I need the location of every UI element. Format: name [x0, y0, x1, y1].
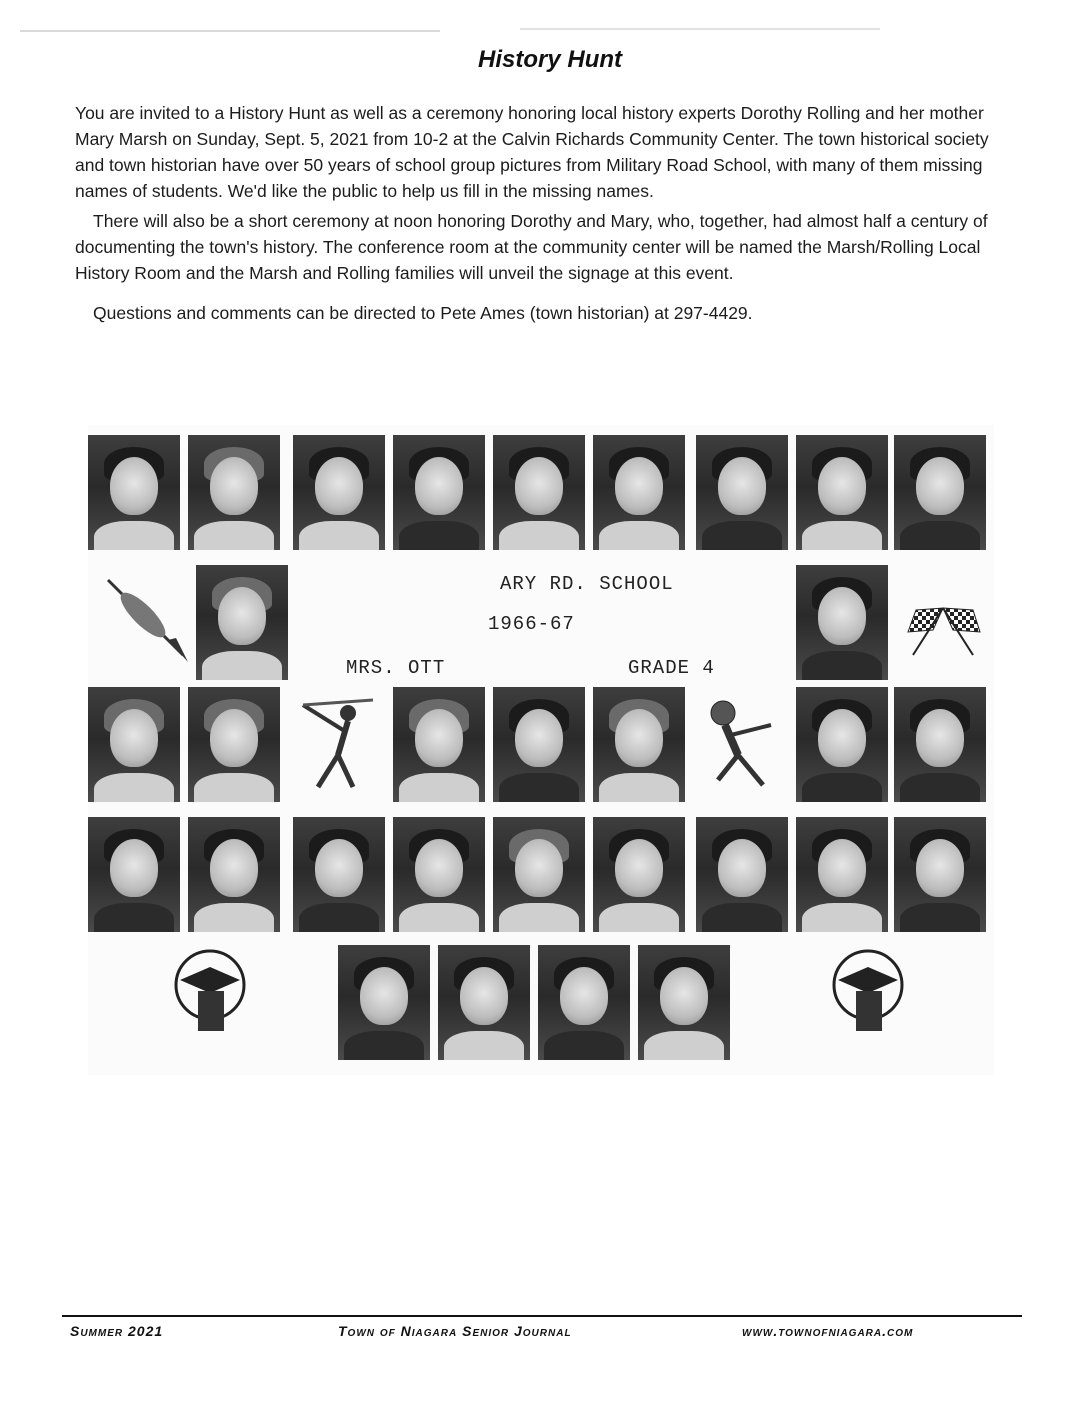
scan-artifact: [20, 30, 440, 32]
student-photo: [894, 435, 986, 550]
football-player-clipart: [693, 695, 783, 800]
paragraph-ceremony: There will also be a short ceremony at noon honoring Dorothy and Mary, who, together, had almost half a century of documenting the town's history. The conference room at the community center will be named the Marsh/Rolling Local History Room and the Marsh and Rolling families will unveil the signage at this event.: [75, 211, 988, 283]
student-photo: [593, 687, 685, 802]
teacher-name: MRS. OTT: [346, 657, 446, 679]
student-photo: [796, 687, 888, 802]
student-photo: [493, 687, 585, 802]
student-photo: [293, 435, 385, 550]
student-photo: [393, 435, 485, 550]
grade-label: GRADE 4: [628, 657, 715, 679]
student-photo: [293, 817, 385, 932]
student-photo: [88, 687, 180, 802]
footer-website[interactable]: www.townofniagara.com: [742, 1323, 914, 1339]
student-photo: [88, 435, 180, 550]
student-photo: [796, 817, 888, 932]
student-photo: [593, 435, 685, 550]
student-photo: [188, 435, 280, 550]
footer-publication: Town of Niagara Senior Journal: [338, 1323, 572, 1339]
paragraph-contact: Questions and comments can be directed to Pete Ames (town historian) at 297-4429.: [93, 303, 753, 323]
graduation-cap-clipart: [170, 945, 250, 1050]
student-photo: [894, 817, 986, 932]
student-photo: [593, 817, 685, 932]
paragraph-invitation: You are invited to a History Hunt as well as a ceremony honoring local history experts Dorothy Rolling and her mother Mary Marsh on Sunday, Sept. 5, 2021 from 10-2 at the Calvin Richards Community Center. The town historical society and town historian have over 50 years of school group pictures from Military Road School, with many of them missing names of students. We'd like the public to help us fill in the missing names.: [75, 103, 989, 201]
student-photo: [393, 687, 485, 802]
student-photo: [696, 435, 788, 550]
student-photo: [438, 945, 530, 1060]
student-photo: [493, 435, 585, 550]
class-photo-collage: [88, 425, 994, 1075]
school-name: ARY RD. SCHOOL: [500, 573, 674, 595]
student-photo: [538, 945, 630, 1060]
student-photo: [796, 565, 888, 680]
student-photo: [796, 435, 888, 550]
student-photo: [894, 687, 986, 802]
student-photo: [696, 817, 788, 932]
article-body: [75, 100, 1020, 330]
footer-issue: Summer 2021: [70, 1323, 164, 1339]
checkered-flags-icon: [898, 600, 988, 665]
student-photo: [188, 817, 280, 932]
student-photo: [88, 817, 180, 932]
student-photo: [638, 945, 730, 1060]
page-footer: [62, 1315, 1022, 1347]
teacher-photo: [196, 565, 288, 680]
school-year: 1966-67: [488, 613, 575, 635]
student-photo: [188, 687, 280, 802]
scan-artifact: [520, 28, 880, 30]
graduation-cap-clipart: [828, 945, 908, 1050]
page-title: History Hunt: [478, 46, 622, 73]
baseball-player-clipart: [293, 695, 383, 800]
student-photo: [393, 817, 485, 932]
student-photo: [493, 817, 585, 932]
rocket-clipart: [98, 570, 193, 670]
student-photo: [338, 945, 430, 1060]
